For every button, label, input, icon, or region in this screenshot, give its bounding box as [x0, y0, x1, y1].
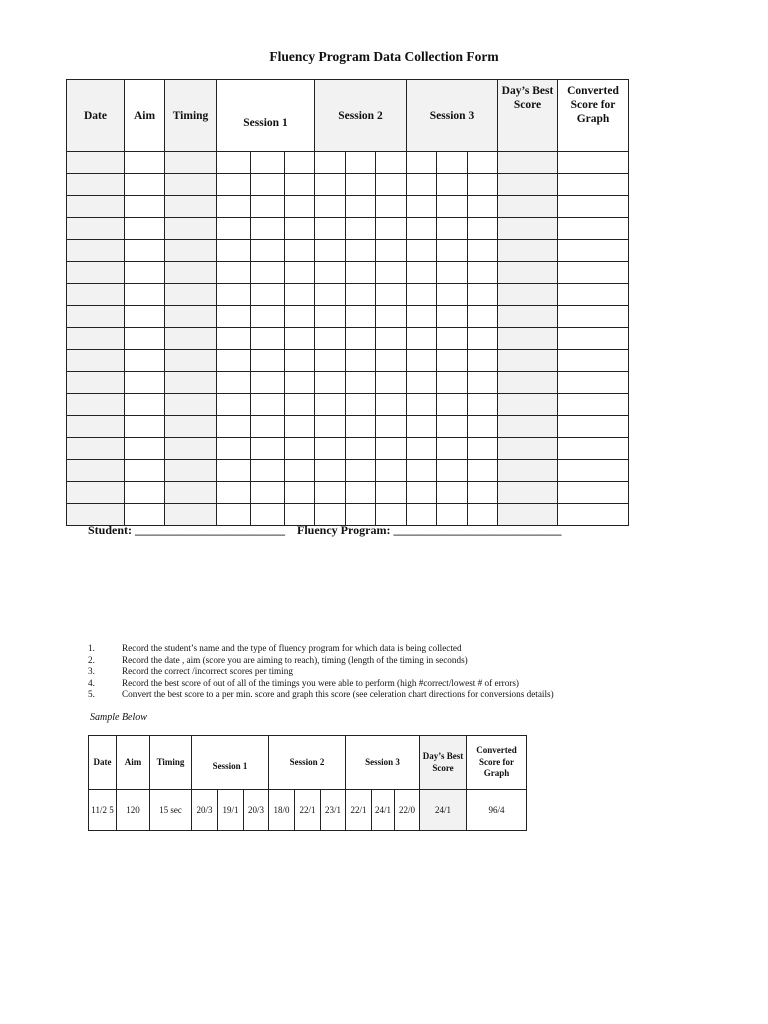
- entry-cell-timing[interactable]: [165, 394, 217, 416]
- sample-best-cell: 24/1: [420, 790, 467, 831]
- entry-cell-session2-a[interactable]: [315, 350, 346, 372]
- sample-header-timing: Timing: [150, 736, 192, 790]
- entry-cell-date[interactable]: [67, 438, 125, 460]
- entry-cell-session3-c[interactable]: [468, 306, 498, 328]
- entry-cell-aim[interactable]: [125, 262, 165, 284]
- entry-cell-days-best-score[interactable]: [498, 438, 558, 460]
- entry-cell-session2-c[interactable]: [376, 328, 407, 350]
- entry-cell-session2-a[interactable]: [315, 416, 346, 438]
- entry-cell-session1-c[interactable]: [285, 350, 315, 372]
- entry-cell-session3-c[interactable]: [468, 350, 498, 372]
- entry-cell-date[interactable]: [67, 284, 125, 306]
- entry-cell-session1-c[interactable]: [285, 416, 315, 438]
- entry-cell-session1-a[interactable]: [217, 350, 251, 372]
- sample-session3-cell: 22/1: [346, 790, 372, 831]
- entry-cell-session3-a[interactable]: [407, 482, 437, 504]
- entry-cell-session1-b[interactable]: [251, 328, 285, 350]
- entry-cell-session1-a[interactable]: [217, 306, 251, 328]
- entry-cell-converted-score[interactable]: [558, 416, 629, 438]
- entry-cell-session1-b[interactable]: [251, 196, 285, 218]
- entry-cell-session3-a[interactable]: [407, 284, 437, 306]
- entry-cell-session2-c[interactable]: [376, 394, 407, 416]
- entry-cell-session1-b[interactable]: [251, 394, 285, 416]
- header-session-1: Session 1: [217, 80, 315, 152]
- entry-cell-session1-a[interactable]: [217, 438, 251, 460]
- entry-cell-aim[interactable]: [125, 350, 165, 372]
- entry-cell-date[interactable]: [67, 218, 125, 240]
- entry-cell-session2-b[interactable]: [346, 240, 376, 262]
- sample-data-row: [89, 790, 527, 831]
- entry-cell-timing[interactable]: [165, 438, 217, 460]
- entry-cell-days-best-score[interactable]: [498, 350, 558, 372]
- entry-cell-session3-c[interactable]: [468, 372, 498, 394]
- entry-cell-days-best-score[interactable]: [498, 394, 558, 416]
- form-title: Fluency Program Data Collection Form: [269, 49, 499, 64]
- entry-cell-session1-b[interactable]: [251, 262, 285, 284]
- entry-cell-session2-b[interactable]: [346, 482, 376, 504]
- entry-cell-session2-a[interactable]: [315, 240, 346, 262]
- entry-cell-converted-score[interactable]: [558, 372, 629, 394]
- entry-cell-session3-a[interactable]: [407, 240, 437, 262]
- entry-cell-session2-b[interactable]: [346, 262, 376, 284]
- table-row: [67, 460, 629, 482]
- entry-cell-session1-c[interactable]: [285, 482, 315, 504]
- entry-cell-session2-b[interactable]: [346, 460, 376, 482]
- entry-cell-session1-b[interactable]: [251, 350, 285, 372]
- entry-cell-aim[interactable]: [125, 372, 165, 394]
- table-row: [67, 394, 629, 416]
- entry-cell-session3-c[interactable]: [468, 328, 498, 350]
- header-date: Date: [67, 80, 125, 152]
- entry-cell-session1-c[interactable]: [285, 174, 315, 196]
- entry-cell-converted-score[interactable]: [558, 350, 629, 372]
- entry-cell-timing[interactable]: [165, 152, 217, 174]
- instruction-item: 5. Convert the best score to a per min. score and graph this score (see celeration chart directions for conversions details): [88, 689, 554, 699]
- sample-header-session-2: Session 2: [269, 736, 346, 790]
- entry-cell-days-best-score[interactable]: [498, 482, 558, 504]
- entry-cell-session1-a[interactable]: [217, 394, 251, 416]
- entry-cell-session1-b[interactable]: [251, 284, 285, 306]
- entry-cell-converted-score[interactable]: [558, 438, 629, 460]
- entry-cell-session2-a[interactable]: [315, 306, 346, 328]
- entry-cell-session1-b[interactable]: [251, 174, 285, 196]
- entry-cell-session2-c[interactable]: [376, 174, 407, 196]
- entry-cell-session3-b[interactable]: [437, 306, 468, 328]
- entry-cell-session1-b[interactable]: [251, 482, 285, 504]
- entry-cell-date[interactable]: [67, 174, 125, 196]
- entry-cell-converted-score[interactable]: [558, 504, 629, 526]
- sample-label: Sample Below: [90, 712, 147, 723]
- table-row: [67, 438, 629, 460]
- entry-cell-session3-a[interactable]: [407, 196, 437, 218]
- table-row: [67, 152, 629, 174]
- entry-cell-session3-b[interactable]: [437, 350, 468, 372]
- entry-cell-aim[interactable]: [125, 196, 165, 218]
- table-row: [67, 218, 629, 240]
- entry-cell-session3-b[interactable]: [437, 174, 468, 196]
- entry-cell-aim[interactable]: [125, 482, 165, 504]
- entry-cell-timing[interactable]: [165, 196, 217, 218]
- entry-cell-session3-a[interactable]: [407, 328, 437, 350]
- entry-cell-session3-b[interactable]: [437, 394, 468, 416]
- entry-cell-session1-c[interactable]: [285, 284, 315, 306]
- sample-header-row: [89, 736, 527, 790]
- entry-cell-converted-score[interactable]: [558, 262, 629, 284]
- sample-timing-cell: 15 sec: [150, 790, 192, 831]
- table-row: [67, 416, 629, 438]
- sample-header-session-3: Session 3: [346, 736, 420, 790]
- entry-cell-converted-score[interactable]: [558, 460, 629, 482]
- sample-session2-cell: 18/0: [269, 790, 295, 831]
- entry-cell-date[interactable]: [67, 394, 125, 416]
- entry-cell-session3-b[interactable]: [437, 372, 468, 394]
- sample-header-converted-score: Converted Score for Graph: [467, 736, 527, 790]
- entry-cell-session1-b[interactable]: [251, 218, 285, 240]
- entry-cell-days-best-score[interactable]: [498, 416, 558, 438]
- table-row: [67, 306, 629, 328]
- sample-date-cell: 11/2 5: [89, 790, 117, 831]
- entry-cell-session3-c[interactable]: [468, 460, 498, 482]
- entry-cell-date[interactable]: [67, 262, 125, 284]
- entry-cell-session3-c[interactable]: [468, 482, 498, 504]
- entry-cell-converted-score[interactable]: [558, 174, 629, 196]
- entry-cell-session1-a[interactable]: [217, 262, 251, 284]
- entry-cell-session2-c[interactable]: [376, 196, 407, 218]
- entry-cell-days-best-score[interactable]: [498, 284, 558, 306]
- entry-cell-session3-c[interactable]: [468, 152, 498, 174]
- sample-aim-cell: 120: [117, 790, 150, 831]
- entry-cell-session1-a[interactable]: [217, 174, 251, 196]
- entry-cell-session2-b[interactable]: [346, 416, 376, 438]
- entry-cell-session2-b[interactable]: [346, 284, 376, 306]
- table-row: [67, 372, 629, 394]
- entry-cell-days-best-score[interactable]: [498, 328, 558, 350]
- table-row: [67, 482, 629, 504]
- entry-cell-aim[interactable]: [125, 218, 165, 240]
- entry-cell-session3-b[interactable]: [437, 416, 468, 438]
- entry-cell-aim[interactable]: [125, 306, 165, 328]
- sample-header-aim: Aim: [117, 736, 150, 790]
- entry-cell-session3-a[interactable]: [407, 394, 437, 416]
- entry-cell-timing[interactable]: [165, 240, 217, 262]
- entry-cell-session2-a[interactable]: [315, 152, 346, 174]
- entry-cell-session1-b[interactable]: [251, 372, 285, 394]
- entry-cell-session3-c[interactable]: [468, 394, 498, 416]
- entry-cell-session3-c[interactable]: [468, 262, 498, 284]
- entry-cell-days-best-score[interactable]: [498, 152, 558, 174]
- entry-cell-session3-a[interactable]: [407, 152, 437, 174]
- entry-cell-aim[interactable]: [125, 394, 165, 416]
- entry-cell-days-best-score[interactable]: [498, 240, 558, 262]
- entry-cell-session1-b[interactable]: [251, 438, 285, 460]
- entry-cell-session2-c[interactable]: [376, 416, 407, 438]
- entry-cell-session3-b[interactable]: [437, 240, 468, 262]
- entry-cell-session3-b[interactable]: [437, 284, 468, 306]
- entry-cell-session2-c[interactable]: [376, 306, 407, 328]
- entry-cell-session2-b[interactable]: [346, 328, 376, 350]
- student-program-line: [88, 523, 561, 538]
- instruction-item: 3. Record the correct /incorrect scores per timing: [88, 666, 293, 676]
- entry-cell-session3-c[interactable]: [468, 240, 498, 262]
- entry-cell-converted-score[interactable]: [558, 482, 629, 504]
- entry-cell-session1-c[interactable]: [285, 262, 315, 284]
- entry-cell-date[interactable]: [67, 372, 125, 394]
- entry-cell-session3-b[interactable]: [437, 328, 468, 350]
- entry-cell-session3-a[interactable]: [407, 174, 437, 196]
- entry-cell-days-best-score[interactable]: [498, 174, 558, 196]
- entry-cell-session3-c[interactable]: [468, 284, 498, 306]
- entry-cell-session1-a[interactable]: [217, 196, 251, 218]
- entry-cell-session1-a[interactable]: [217, 218, 251, 240]
- entry-cell-aim[interactable]: [125, 416, 165, 438]
- entry-cell-session1-c[interactable]: [285, 460, 315, 482]
- entry-cell-session3-c[interactable]: [468, 218, 498, 240]
- entry-cell-date[interactable]: [67, 350, 125, 372]
- entry-cell-aim[interactable]: [125, 328, 165, 350]
- entry-cell-date[interactable]: [67, 328, 125, 350]
- entry-cell-aim[interactable]: [125, 240, 165, 262]
- entry-cell-aim[interactable]: [125, 152, 165, 174]
- entry-cell-converted-score[interactable]: [558, 306, 629, 328]
- header-converted-score: Converted Score for Graph: [558, 80, 629, 152]
- header-days-best-score: Day’s Best Score: [498, 80, 558, 152]
- student-field-label: Student: _________________________: [88, 523, 286, 537]
- entry-cell-session1-c[interactable]: [285, 394, 315, 416]
- entry-cell-session2-a[interactable]: [315, 438, 346, 460]
- entry-cell-days-best-score[interactable]: [498, 196, 558, 218]
- entry-cell-session2-c[interactable]: [376, 460, 407, 482]
- entry-cell-timing[interactable]: [165, 218, 217, 240]
- entry-cell-session3-a[interactable]: [407, 416, 437, 438]
- entry-cell-timing[interactable]: [165, 306, 217, 328]
- entry-cell-session2-b[interactable]: [346, 372, 376, 394]
- entry-cell-timing[interactable]: [165, 174, 217, 196]
- entry-cell-converted-score[interactable]: [558, 196, 629, 218]
- entry-cell-date[interactable]: [67, 482, 125, 504]
- entry-cell-session1-b[interactable]: [251, 416, 285, 438]
- sample-session1-cell: 19/1: [218, 790, 244, 831]
- entry-cell-session1-c[interactable]: [285, 328, 315, 350]
- entry-cell-converted-score[interactable]: [558, 152, 629, 174]
- entry-cell-session2-a[interactable]: [315, 394, 346, 416]
- entry-cell-aim[interactable]: [125, 438, 165, 460]
- entry-cell-session1-c[interactable]: [285, 306, 315, 328]
- entry-cell-session2-a[interactable]: [315, 262, 346, 284]
- entry-cell-session2-a[interactable]: [315, 460, 346, 482]
- sample-table: [88, 735, 527, 831]
- entry-cell-session2-c[interactable]: [376, 482, 407, 504]
- sample-session2-cell: 23/1: [321, 790, 346, 831]
- entry-cell-session3-b[interactable]: [437, 460, 468, 482]
- entry-cell-converted-score[interactable]: [558, 218, 629, 240]
- entry-cell-date[interactable]: [67, 240, 125, 262]
- entry-cell-session1-c[interactable]: [285, 152, 315, 174]
- entry-cell-session1-a[interactable]: [217, 152, 251, 174]
- header-session-2: Session 2: [315, 80, 407, 152]
- table-row: [67, 174, 629, 196]
- entry-cell-session1-c[interactable]: [285, 218, 315, 240]
- entry-cell-session1-a[interactable]: [217, 284, 251, 306]
- entry-cell-aim[interactable]: [125, 174, 165, 196]
- data-collection-table: [66, 79, 629, 526]
- entry-cell-session1-a[interactable]: [217, 372, 251, 394]
- entry-cell-days-best-score[interactable]: [498, 460, 558, 482]
- entry-cell-session1-a[interactable]: [217, 460, 251, 482]
- entry-cell-session1-c[interactable]: [285, 372, 315, 394]
- entry-cell-session1-a[interactable]: [217, 240, 251, 262]
- table-row: [67, 350, 629, 372]
- instruction-item: 4. Record the best score of out of all of the timings you were able to perform (high #correct/lowest # of errors): [88, 677, 519, 688]
- entry-cell-session2-c[interactable]: [376, 284, 407, 306]
- entry-cell-session1-a[interactable]: [217, 416, 251, 438]
- entry-cell-date[interactable]: [67, 416, 125, 438]
- entry-cell-converted-score[interactable]: [558, 328, 629, 350]
- table-row: [67, 328, 629, 350]
- sample-session1-cell: 20/3: [192, 790, 218, 831]
- entry-cell-session1-c[interactable]: [285, 196, 315, 218]
- entry-cell-session2-a[interactable]: [315, 174, 346, 196]
- entry-cell-session3-a[interactable]: [407, 306, 437, 328]
- sample-header-session-1: Session 1: [192, 736, 269, 790]
- entry-cell-session3-b[interactable]: [437, 482, 468, 504]
- entry-cell-session1-a[interactable]: [217, 482, 251, 504]
- entry-cell-session3-b[interactable]: [437, 262, 468, 284]
- entry-cell-session2-b[interactable]: [346, 218, 376, 240]
- entry-cell-session3-b[interactable]: [437, 438, 468, 460]
- entry-cell-session2-b[interactable]: [346, 152, 376, 174]
- entry-cell-session3-b[interactable]: [437, 218, 468, 240]
- entry-cell-timing[interactable]: [165, 482, 217, 504]
- sample-header-days-best-score: Day’s Best Score: [420, 736, 467, 790]
- entry-cell-session1-b[interactable]: [251, 306, 285, 328]
- entry-cell-session2-c[interactable]: [376, 240, 407, 262]
- entry-cell-session3-a[interactable]: [407, 218, 437, 240]
- entry-cell-session2-b[interactable]: [346, 306, 376, 328]
- entry-cell-session2-c[interactable]: [376, 218, 407, 240]
- entry-cell-session2-c[interactable]: [376, 372, 407, 394]
- entry-cell-session2-c[interactable]: [376, 350, 407, 372]
- entry-cell-session2-b[interactable]: [346, 394, 376, 416]
- entry-cell-session3-c[interactable]: [468, 174, 498, 196]
- entry-cell-session2-a[interactable]: [315, 196, 346, 218]
- entry-cell-session3-c[interactable]: [468, 416, 498, 438]
- entry-cell-session2-a[interactable]: [315, 482, 346, 504]
- entry-cell-session2-c[interactable]: [376, 262, 407, 284]
- sample-session2-cell: 22/1: [295, 790, 321, 831]
- sample-session3-cell: 22/0: [395, 790, 420, 831]
- entry-cell-timing[interactable]: [165, 416, 217, 438]
- entry-cell-date[interactable]: [67, 460, 125, 482]
- entry-cell-date[interactable]: [67, 196, 125, 218]
- instructions-list: [88, 643, 554, 701]
- instruction-item: 1. Record the student’s name and the type of fluency program for which data is being collected: [88, 643, 462, 653]
- entry-cell-session1-b[interactable]: [251, 240, 285, 262]
- entry-cell-session3-c[interactable]: [468, 438, 498, 460]
- entry-cell-session1-b[interactable]: [251, 460, 285, 482]
- entry-cell-session3-a[interactable]: [407, 262, 437, 284]
- entry-cell-days-best-score[interactable]: [498, 306, 558, 328]
- table-row: [67, 240, 629, 262]
- entry-cell-timing[interactable]: [165, 372, 217, 394]
- entry-cell-session3-a[interactable]: [407, 460, 437, 482]
- entry-cell-session2-b[interactable]: [346, 196, 376, 218]
- sample-converted-cell: 96/4: [467, 790, 527, 831]
- instruction-item: 2. Record the date , aim (score you are aiming to reach), timing (length of the timing in seconds): [88, 654, 468, 665]
- entry-cell-aim[interactable]: [125, 284, 165, 306]
- entry-cell-session2-a[interactable]: [315, 372, 346, 394]
- header-aim: Aim: [125, 80, 165, 152]
- entry-cell-timing[interactable]: [165, 262, 217, 284]
- entry-cell-days-best-score[interactable]: [498, 372, 558, 394]
- entry-cell-days-best-score[interactable]: [498, 262, 558, 284]
- entry-cell-session2-b[interactable]: [346, 438, 376, 460]
- table-row: [67, 262, 629, 284]
- entry-cell-session3-b[interactable]: [437, 152, 468, 174]
- entry-cell-timing[interactable]: [165, 328, 217, 350]
- entry-cell-session2-a[interactable]: [315, 284, 346, 306]
- entry-cell-session2-b[interactable]: [346, 174, 376, 196]
- entry-cell-timing[interactable]: [165, 350, 217, 372]
- entry-cell-session2-a[interactable]: [315, 328, 346, 350]
- entry-cell-session2-a[interactable]: [315, 218, 346, 240]
- header-row: [67, 80, 629, 152]
- entry-cell-session3-a[interactable]: [407, 350, 437, 372]
- entry-cell-date[interactable]: [67, 152, 125, 174]
- sample-header-date: Date: [89, 736, 117, 790]
- entry-cell-converted-score[interactable]: [558, 284, 629, 306]
- entry-cell-session3-b[interactable]: [437, 196, 468, 218]
- header-session-3: Session 3: [407, 80, 498, 152]
- entry-cell-session1-c[interactable]: [285, 240, 315, 262]
- fluency-program-field-label: Fluency Program: ____________________________: [297, 523, 562, 537]
- entry-cell-session3-c[interactable]: [468, 196, 498, 218]
- entry-cell-session1-c[interactable]: [285, 438, 315, 460]
- entry-cell-date[interactable]: [67, 306, 125, 328]
- entry-cell-session2-b[interactable]: [346, 350, 376, 372]
- entry-cell-timing[interactable]: [165, 284, 217, 306]
- entry-cell-session3-a[interactable]: [407, 372, 437, 394]
- entry-cell-session2-c[interactable]: [376, 438, 407, 460]
- entry-cell-converted-score[interactable]: [558, 240, 629, 262]
- table-row: [67, 284, 629, 306]
- entry-cell-session2-c[interactable]: [376, 152, 407, 174]
- entry-cell-session3-a[interactable]: [407, 438, 437, 460]
- sample-session1-cell: 20/3: [244, 790, 269, 831]
- table-row: [67, 196, 629, 218]
- sample-session3-cell: 24/1: [372, 790, 395, 831]
- entry-cell-aim[interactable]: [125, 460, 165, 482]
- entry-cell-session1-b[interactable]: [251, 152, 285, 174]
- entry-cell-days-best-score[interactable]: [498, 218, 558, 240]
- entry-cell-timing[interactable]: [165, 460, 217, 482]
- entry-cell-converted-score[interactable]: [558, 394, 629, 416]
- entry-cell-session1-a[interactable]: [217, 328, 251, 350]
- header-timing: Timing: [165, 80, 217, 152]
